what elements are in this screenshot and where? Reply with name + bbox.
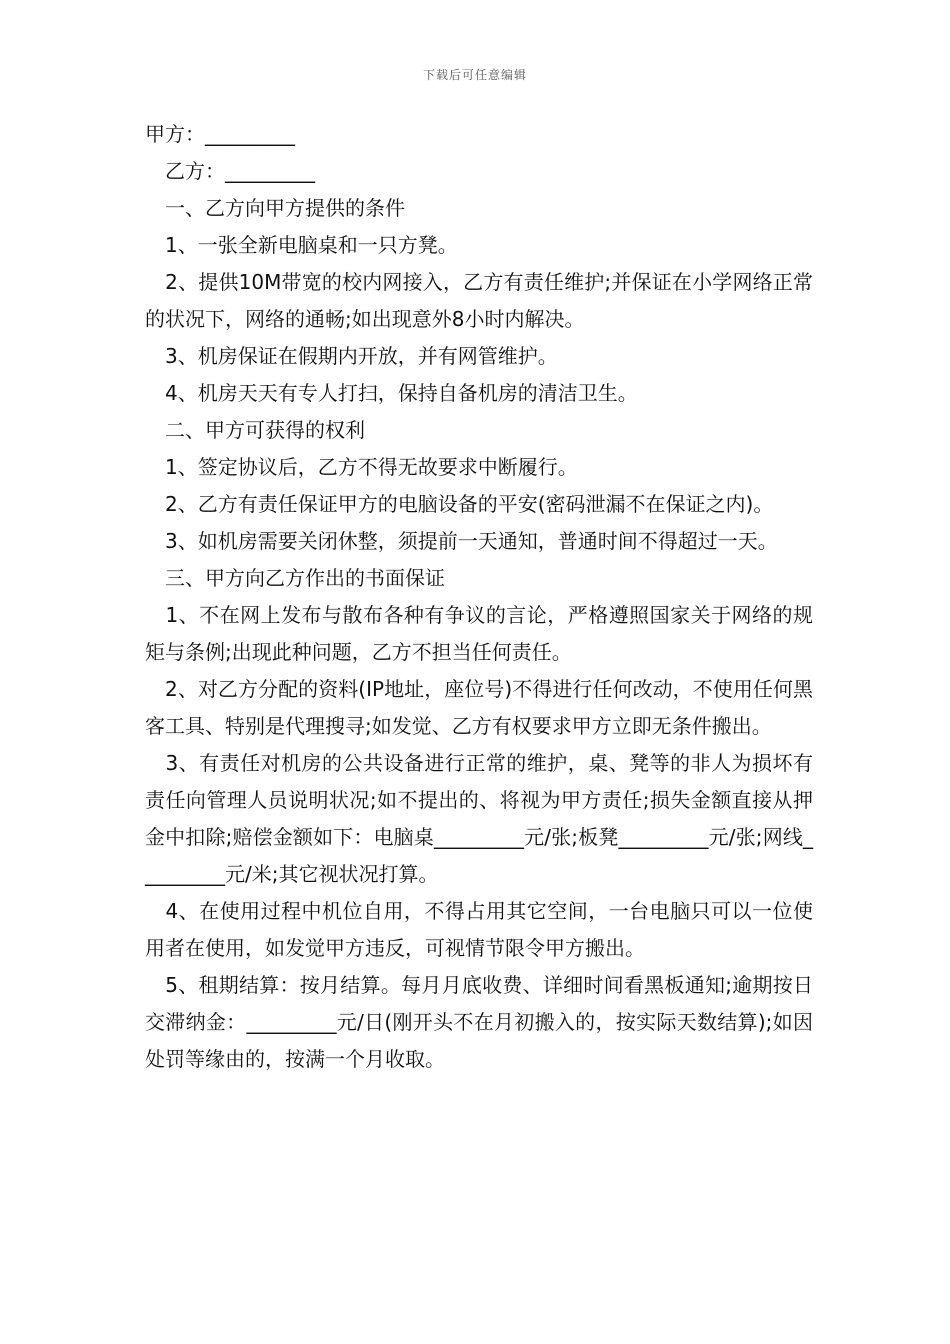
clause-2-3: 3、如机房需要关闭休整，须提前一天通知，普通时间不得超过一天。 <box>145 529 778 553</box>
clause-3-2: 2、对乙方分配的资料(IP地址，座位号)不得进行任何改动，不使用任何黑客工具、特别是代理搜寻;如发觉、乙方有权要求甲方立即无条件搬出。 <box>145 677 813 738</box>
party-a-line: 甲方：_________ <box>145 122 295 146</box>
clause-1-3: 3、机房保证在假期内开放，并有网管维护。 <box>145 344 558 368</box>
document-body <box>145 116 813 1078</box>
clause-3-1: 1、不在网上发布与散布各种有争议的言论，严格遵照国家关于网络的规矩与条例;出现此种问题，乙方不担当任何责任。 <box>145 603 813 664</box>
clause-3-4: 4、在使用过程中机位自用，不得占用其它空间，一台电脑只可以一位使用者在使用，如发觉甲方违反，可视情节限令甲方搬出。 <box>145 899 813 960</box>
clause-2-1: 1、签定协议后，乙方不得无故要求中断履行。 <box>145 455 578 479</box>
party-b-line: 乙方：_________ <box>145 159 315 183</box>
clause-1-4: 4、机房天天有专人打扫，保持自备机房的清洁卫生。 <box>145 381 638 405</box>
section-heading-1: 一、乙方向甲方提供的条件 <box>145 196 405 220</box>
section-heading-3: 三、甲方向乙方作出的书面保证 <box>145 566 445 590</box>
clause-2-2: 2、乙方有责任保证甲方的电脑设备的平安(密码泄漏不在保证之内)。 <box>145 492 774 516</box>
section-heading-2: 二、甲方可获得的权利 <box>145 418 365 442</box>
clause-3-3: 3、有责任对机房的公共设备进行正常的维护，桌、凳等的非人为损坏有责任向管理人员说明状况;如不提出的、将视为甲方责任;损失金额直接从押金中扣除;赔偿金额如下：电脑桌_________元/张;板凳_________元/张;网线_________元/米;其它视状况打算。 <box>145 751 813 886</box>
clause-3-5: 5、租期结算：按月结算。每月月底收费、详细时间看黑板通知;逾期按日交滞纳金：_________元/日(刚开头不在月初搬入的，按实际天数结算);如因处罚等缘由的，按满一个月收取。 <box>145 973 813 1071</box>
clause-1-2: 2、提供10M带宽的校内网接入，乙方有责任维护;并保证在小学网络正常的状况下，网络的通畅;如出现意外8小时内解决。 <box>145 270 813 331</box>
clause-1-1: 1、一张全新电脑桌和一只方凳。 <box>145 233 458 257</box>
header-note: 下载后可任意编辑 <box>422 68 527 82</box>
